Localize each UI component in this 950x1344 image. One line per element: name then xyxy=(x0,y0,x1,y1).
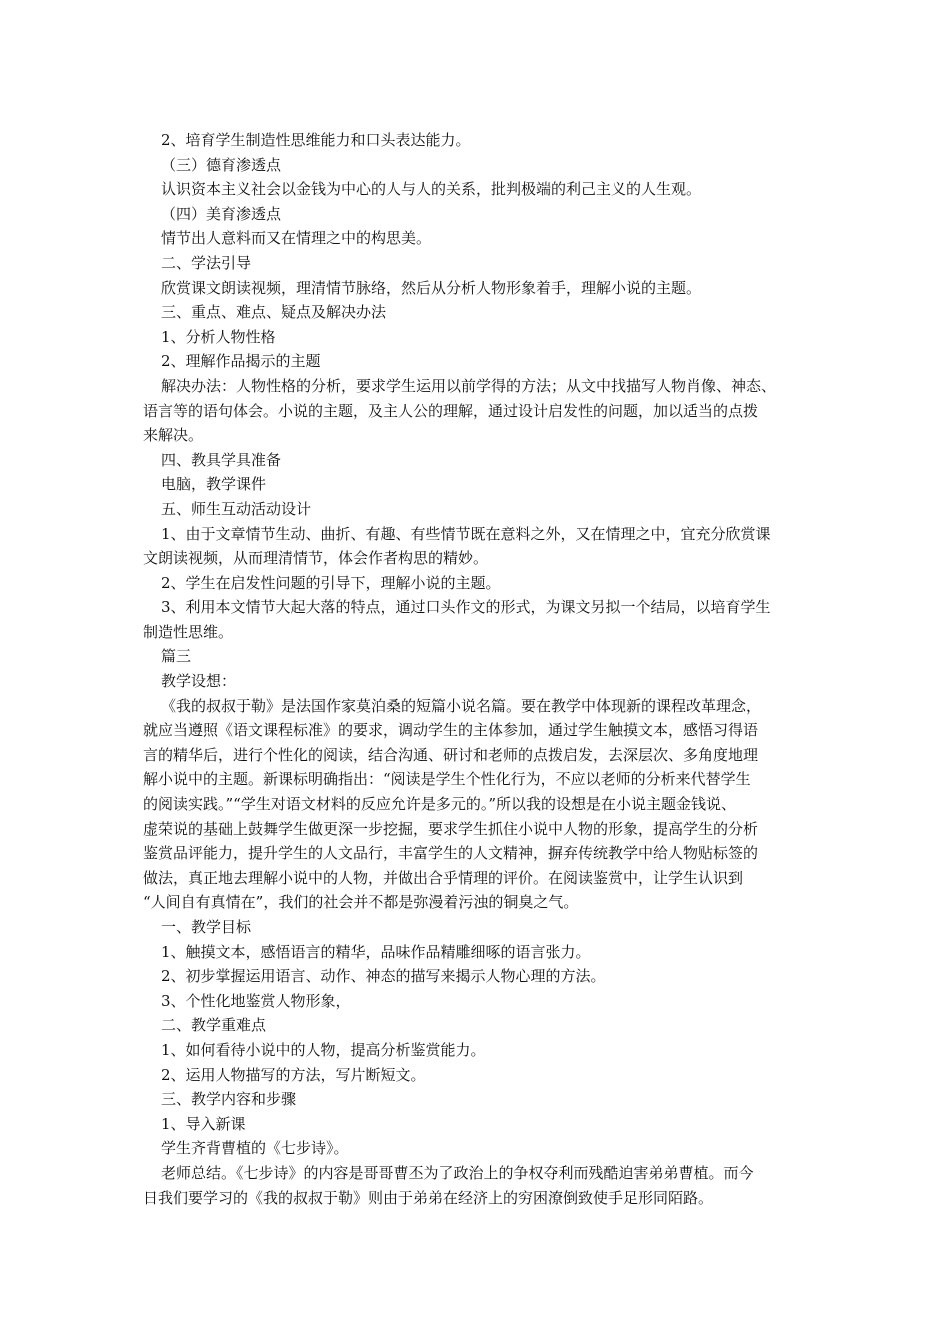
text-line-l29: 虚荣说的基础上鼓舞学生做更深一步挖掘，要求学生抓住小说中人物的形象，提高学生的分析 xyxy=(143,819,759,838)
text-line-l20: 3、利用本文情节大起大落的特点，通过口头作文的形式，为课文另拟一个结局，以培育学生 xyxy=(161,598,771,617)
text-line-l19: 2、学生在启发性问题的引导下，理解小说的主题。 xyxy=(161,573,501,592)
text-line-l31: 做法，真正地去理解小说中的人物，并做出合乎情理的评价。在阅读鉴赏中，让学生认识到 xyxy=(143,868,744,887)
text-line-l21: 制造性思维。 xyxy=(143,622,234,641)
text-line-l36: 3、个性化地鉴赏人物形象， xyxy=(161,991,351,1010)
text-line-l09: 1、分析人物性格 xyxy=(161,327,276,346)
text-line-l04: （四）美育渗透点 xyxy=(161,204,282,223)
text-line-l35: 2、初步掌握运用语言、动作、神态的描写来揭示人物心理的方法。 xyxy=(161,967,606,986)
text-line-l32: “人间自有真情在”，我们的社会并不都是弥漫着污浊的铜臭之气。 xyxy=(143,893,579,912)
text-line-l15: 电脑，教学课件 xyxy=(161,475,267,494)
text-line-l38: 1、如何看待小说中的人物，提高分析鉴赏能力。 xyxy=(161,1040,486,1059)
text-line-l40: 三、教学内容和步骤 xyxy=(161,1090,297,1109)
text-line-l18: 文朗读视频，从而理清情节，体会作者构思的精妙。 xyxy=(143,549,489,568)
text-line-l10: 2、理解作品揭示的主题 xyxy=(161,352,321,371)
text-line-l02: （三）德育渗透点 xyxy=(161,155,282,174)
text-line-l17: 1、由于文章情节生动、曲折、有趣、有些情节既在意料之外，又在情理之中，宜充分欣赏课 xyxy=(161,524,771,543)
text-line-l28: 的阅读实践。”“学生对语文材料的反应允许是多元的。”所以我的设想是在小说主题金钱说、 xyxy=(143,795,737,814)
text-line-l26: 言的精华后，进行个性化的阅读，结合沟通、研讨和老师的点拨启发，去深层次、多角度地理 xyxy=(143,745,759,764)
text-line-l03: 认识资本主义社会以金钱为中心的人与人的关系，批判极端的利己主义的人生观。 xyxy=(161,180,702,199)
text-line-l44: 日我们要学习的《我的叔叔于勒》则由于弟弟在经济上的穷困潦倒致使手足形同陌路。 xyxy=(143,1188,714,1207)
text-line-l07: 欣赏课文朗读视频，理清情节脉络，然后从分析人物形象着手，理解小说的主题。 xyxy=(161,278,702,297)
text-line-l06: 二、学法引导 xyxy=(161,253,252,272)
text-line-l30: 鉴赏品评能力，提升学生的人文品行，丰富学生的人文精神，摒弃传统教学中给人物贴标签的 xyxy=(143,844,759,863)
text-line-l14: 四、教具学具准备 xyxy=(161,450,282,469)
text-line-l12: 语言等的语句体会。小说的主题，及主人公的理解，通过设计启发性的问题，加以适当的点拨 xyxy=(143,401,759,420)
document-page xyxy=(143,128,813,1210)
text-line-l11: 解决办法：人物性格的分析，要求学生运用以前学得的方法；从文中找描写人物肖像、神态、 xyxy=(161,376,777,395)
text-line-l41: 1、导入新课 xyxy=(161,1114,246,1133)
text-line-l27: 解小说中的主题。新课标明确指出：“阅读是学生个性化行为，不应以老师的分析来代替学生 xyxy=(143,770,751,789)
text-line-l01: 2、培育学生制造性思维能力和口头表达能力。 xyxy=(161,131,471,149)
text-line-l37: 二、教学重难点 xyxy=(161,1016,267,1035)
text-line-l34: 1、触摸文本，感悟语言的精华，品味作品精雕细啄的语言张力。 xyxy=(161,942,591,961)
text-line-l43: 老师总结。《七步诗》的内容是哥哥曹丕为了政治上的争权夺利而残酷迫害弟弟曹植。而今 xyxy=(161,1163,754,1182)
text-line-l24: 《我的叔叔于勒》是法国作家莫泊桑的短篇小说名篇。要在教学中体现新的课程改革理念， xyxy=(161,696,762,715)
text-line-l16: 五、师生互动活动设计 xyxy=(161,499,312,518)
text-line-l13: 来解决。 xyxy=(143,426,204,445)
text-line-l33: 一、教学目标 xyxy=(161,918,252,936)
text-line-l05: 情节出人意料而又在情理之中的构思美。 xyxy=(161,229,432,248)
text-line-l25: 就应当遵照《语文课程标准》的要求，调动学生的主体参加，通过学生触摸文本，感悟习得语 xyxy=(143,721,759,740)
text-line-l42: 学生齐背曹植的《七步诗》。 xyxy=(161,1139,349,1158)
text-line-l23: 教学设想： xyxy=(161,672,237,691)
text-line-l39: 2、运用人物描写的方法，写片断短文。 xyxy=(161,1065,426,1084)
text-line-l08: 三、重点、难点、疑点及解决办法 xyxy=(161,303,387,322)
text-line-l22: 篇三 xyxy=(161,647,192,666)
